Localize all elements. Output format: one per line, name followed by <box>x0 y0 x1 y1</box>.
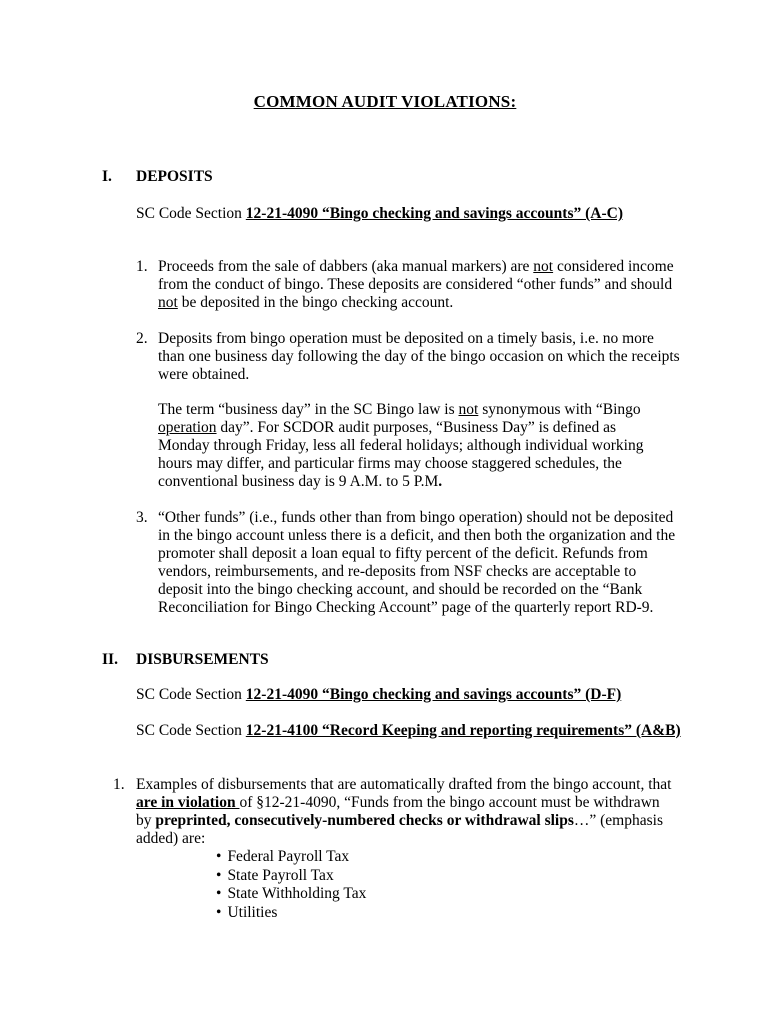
page-title: COMMON AUDIT VIOLATIONS: <box>253 92 517 111</box>
list-item: • State Payroll Tax <box>216 867 366 886</box>
list-item: • State Withholding Tax <box>216 885 366 904</box>
section-1-item-1-number: 1. <box>136 258 148 275</box>
section-1-item-3-number: 3. <box>136 509 148 526</box>
code-ref-link: 12-21-4090 “Bingo checking and savings accounts” (A-C) <box>245 205 623 222</box>
business-day-paragraph: The term “business day” in the SC Bingo law is not synonymous with “Bingo operation day”. For SCDOR audit purposes, “Business Day” is defined as Monday through Friday, less all federal holidays; although individual working hours may differ, and particular firms may choose staggered schedules, the conventional business day is 9 A.M. to 5 P.M. <box>158 401 644 490</box>
section-1-heading: DEPOSITS <box>136 168 213 185</box>
list-item: • Utilities <box>216 904 366 923</box>
section-2-code-reference-1: SC Code Section 12-21-4090 “Bingo checking and savings accounts” (D-F) <box>136 686 622 703</box>
list-item: • Federal Payroll Tax <box>216 848 366 867</box>
section-1-item-1-text: Proceeds from the sale of dabbers (aka manual markers) are not considered income from the conduct of bingo. These deposits are considered “other funds” and should not be deposited in the bingo checking account. <box>158 258 674 311</box>
section-2-heading: DISBURSEMENTS <box>136 651 269 668</box>
section-2-number: II. <box>102 651 118 668</box>
drafted-disbursements-list <box>216 848 366 922</box>
section-2-code-reference-2: SC Code Section 12-21-4100 “Record Keeping and reporting requirements” (A&B) <box>136 722 681 739</box>
section-1-item-2-text: Deposits from bingo operation must be deposited on a timely basis, i.e. no more than one business day following the day of the bingo occasion on which the receipts were obtained. <box>158 330 680 383</box>
section-1-item-2-number: 2. <box>136 330 148 347</box>
section-1-item-3-text: “Other funds” (i.e., funds other than from bingo operation) should not be deposited in the bingo account unless there is a deficit, and then both the organization and the promoter shall deposit a loan equal to fifty percent of the deficit. Refunds from vendors, reimbursements, and re-deposits from NSF checks are acceptable to deposit into the bingo checking account, and should be recorded on the “Bank Reconciliation for Bingo Checking Account” page of the quarterly report RD-9. <box>158 509 676 616</box>
section-1-code-reference <box>136 205 623 223</box>
section-2-item-1-number: 1. <box>113 776 125 793</box>
section-1-number: I. <box>102 168 112 185</box>
section-2-item-1-text: Examples of disbursements that are automatically drafted from the bingo account, that are in violation of §12-21-4090, “Funds from the bingo account must be withdrawn by preprinted, consecutively-numbered checks or withdrawal slips…” (emphasis added) are: <box>136 776 672 847</box>
code-prefix: SC Code Section <box>136 205 246 222</box>
